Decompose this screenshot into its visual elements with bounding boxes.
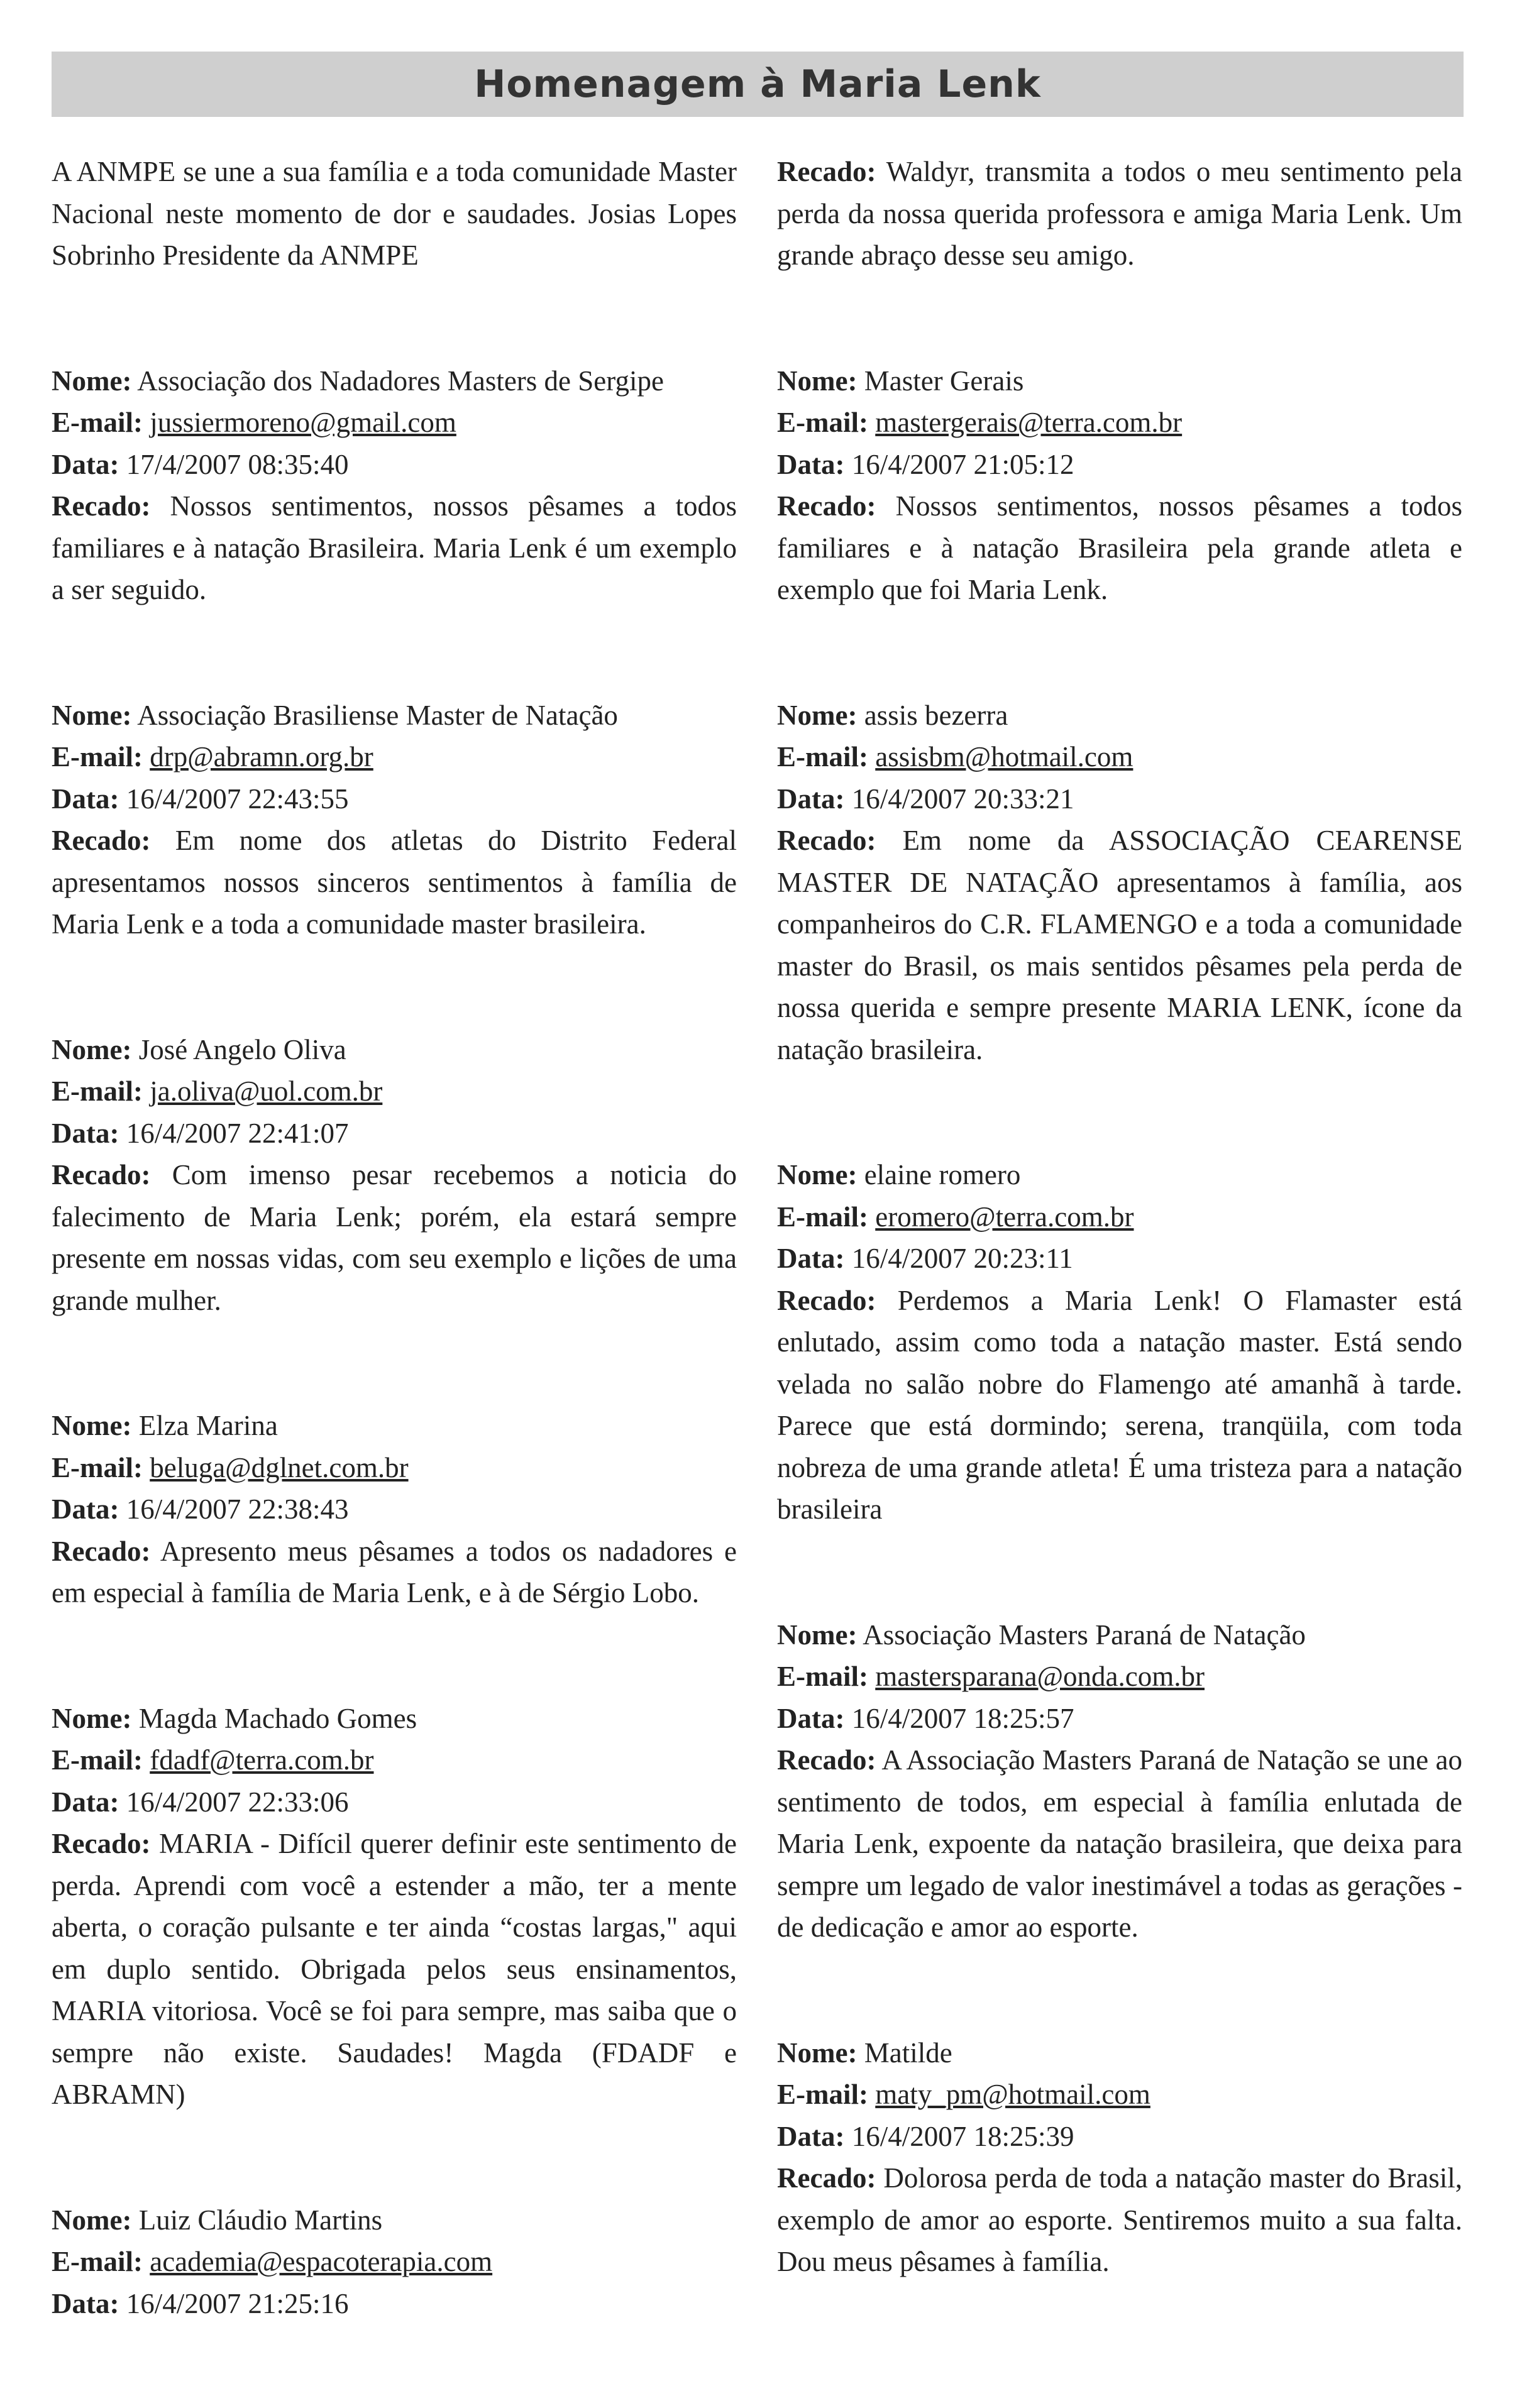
message-date: 16/4/2007 22:43:55 [126,783,349,815]
sender-name: Elza Marina [138,1410,278,1441]
intro-message [52,151,737,277]
email-link[interactable]: beluga@dglnet.com.br [150,1451,409,1483]
message-label: Recado: [777,490,876,522]
email-label: E-mail: [52,2246,143,2277]
sender-name: José Angelo Oliva [138,1033,346,1065]
email-label: E-mail: [777,407,868,438]
message-text: Dolorosa perda de toda a natação master do Brasil, exemplo de amor ao esporte. Sentiremos muito a sua falta. Dou meus pêsames à família. [777,2162,1463,2277]
email-label: E-mail: [52,741,143,772]
email-label: E-mail: [777,1201,868,1233]
date-label: Data: [777,1243,845,1274]
message-text: Waldyr, transmita a todos o meu sentimento pela perda da nossa querida professora e amiga Maria Lenk. Um grande abraço desse seu amigo. [777,156,1462,271]
message-date: 16/4/2007 18:25:57 [851,1702,1074,1734]
name-label: Nome: [777,699,858,731]
message-label: Recado: [52,825,151,856]
message-entry [777,360,1462,611]
date-label: Data: [777,1702,845,1734]
sender-name: Master Gerais [864,365,1024,397]
right-column [777,151,1462,2367]
message-entry [52,1029,737,1322]
sender-name: assis bezerra [864,699,1008,731]
message-label: Recado: [52,1535,151,1567]
email-link[interactable]: drp@abramn.org.br [150,741,373,772]
email-label: E-mail: [52,1744,143,1776]
sender-name: Associação Masters Paraná de Natação [863,1619,1306,1651]
message-entry [777,2032,1462,2283]
message-label: Recado: [777,156,876,187]
sender-name: Magda Machado Gomes [138,1702,417,1734]
message-text: Nossos sentimentos, nossos pêsames a todos familiares e à natação Brasileira. Maria Lenk é um exemplo a ser seguido. [52,490,737,605]
page-title: Homenagem à Maria Lenk [474,62,1041,106]
message-label: Recado: [777,2162,876,2194]
name-label: Nome: [777,2037,858,2069]
email-link[interactable]: fdadf@terra.com.br [150,1744,374,1776]
message-text: Apresento meus pêsames a todos os nadadores e em especial à família de Maria Lenk, e à de Sérgio Lobo. [52,1535,737,1608]
message-date: 16/4/2007 20:33:21 [851,783,1074,815]
message-entry [52,2199,737,2325]
email-label: E-mail: [777,2079,868,2110]
header-bar [52,52,1464,117]
email-label: E-mail: [777,1661,868,1692]
left-column [52,151,737,2408]
date-label: Data: [52,1786,119,1818]
message-label: Recado: [52,490,151,522]
message-label: Recado: [777,825,876,856]
sender-name: Luiz Cláudio Martins [138,2204,383,2236]
date-label: Data: [52,448,119,480]
email-label: E-mail: [52,1451,143,1483]
name-label: Nome: [52,1702,132,1734]
sender-name: Associação Brasiliense Master de Natação [137,699,618,731]
name-label: Nome: [777,365,858,397]
sender-name: Associação dos Nadadores Masters de Sergipe [137,365,664,397]
message-label: Recado: [52,1159,151,1190]
message-text: A Associação Masters Paraná de Natação se une ao sentimento de todos, em especial à família enlutada de Maria Lenk, expoente da natação brasileira, que deixa para sempre um legado de valor inestimável a todas as gerações - de dedicação e amor ao esporte. [777,1744,1462,1943]
message-text: Com imenso pesar recebemos a noticia do falecimento de Maria Lenk; porém, ela estará sempre presente em nossas vidas, com seu exemplo e lições de uma grande mulher. [52,1159,737,1316]
name-label: Nome: [52,365,132,397]
date-label: Data: [777,448,845,480]
name-label: Nome: [52,1410,132,1441]
name-label: Nome: [777,1619,858,1651]
sender-name: elaine romero [864,1159,1021,1190]
message-entry [777,1154,1462,1531]
message-entry [52,695,737,945]
email-link[interactable]: eromero@terra.com.br [875,1201,1134,1233]
message-entry [52,360,737,611]
message-date: 16/4/2007 21:05:12 [851,448,1074,480]
email-label: E-mail: [777,741,868,772]
message-entry [777,1614,1462,1949]
email-link[interactable]: ja.oliva@uol.com.br [150,1075,383,1107]
message-date: 16/4/2007 22:38:43 [126,1493,349,1525]
message-entry [52,1405,737,1614]
message-text: Perdemos a Maria Lenk! O Flamaster está enlutado, assim como toda a natação master. Está sendo velada no salão nobre do Flamengo até amanhã à tarde. Parece que está dormindo; serena, tranqüila, com toda nobreza de uma grande atleta! É uma tristeza para a natação brasileira [777,1284,1463,1525]
email-label: E-mail: [52,1075,143,1107]
email-link[interactable]: mastersparana@onda.com.br [875,1661,1205,1692]
message-entry [52,1698,737,2116]
date-label: Data: [52,2287,119,2319]
message-text: MARIA - Difícil querer definir este sentimento de perda. Aprendi com você a estender a mão, ter a mente aberta, o coração pulsante e ter ainda “costas largas," aqui em duplo sentido. Obrigada pelos seus ensinamentos, MARIA vitoriosa. Você se foi para sempre, mas saiba que o sempre não existe. Saudades! Magda (FDADF e ABRAMN) [52,1828,737,2110]
email-link[interactable]: jussiermoreno@gmail.com [150,407,456,438]
name-label: Nome: [52,1033,132,1065]
date-label: Data: [52,1493,119,1525]
message-date: 17/4/2007 08:35:40 [126,448,349,480]
name-label: Nome: [52,2204,132,2236]
email-link[interactable]: academia@espacoterapia.com [150,2246,493,2277]
message-label: Recado: [52,1828,151,1859]
date-label: Data: [52,1117,119,1149]
email-link[interactable]: maty_pm@hotmail.com [875,2079,1150,2110]
message-entry [777,151,1462,277]
message-label: Recado: [777,1284,876,1316]
message-date: 16/4/2007 21:25:16 [126,2287,349,2319]
message-text: Em nome da ASSOCIAÇÃO CEARENSE MASTER DE NATAÇÃO apresentamos à família, aos companheiros do C.R. FLAMENGO e a toda a comunidade master do Brasil, os mais sentidos pêsames pela perda de nossa querida e sempre presente MARIA LENK, ícone da natação brasileira. [777,825,1462,1065]
message-date: 16/4/2007 20:23:11 [851,1243,1073,1274]
date-label: Data: [777,783,845,815]
message-date: 16/4/2007 18:25:39 [851,2120,1074,2152]
message-text: Nossos sentimentos, nossos pêsames a todos familiares e à natação Brasileira pela grande atleta e exemplo que foi Maria Lenk. [777,490,1462,605]
message-date: 16/4/2007 22:41:07 [126,1117,349,1149]
intro-text: A ANMPE se une a sua família e a toda comunidade Master Nacional neste momento de dor e saudades. Josias Lopes Sobrinho Presidente da ANMPE [52,156,737,271]
message-entry [777,695,1462,1071]
email-link[interactable]: mastergerais@terra.com.br [875,407,1183,438]
email-link[interactable]: assisbm@hotmail.com [875,741,1134,772]
message-text: Em nome dos atletas do Distrito Federal apresentamos nossos sinceros sentimentos à família de Maria Lenk e a toda a comunidade master brasileira. [52,825,737,940]
date-label: Data: [52,783,119,815]
message-label: Recado: [777,1744,876,1776]
email-label: E-mail: [52,407,143,438]
date-label: Data: [777,2120,845,2152]
sender-name: Matilde [864,2037,952,2069]
name-label: Nome: [777,1159,858,1190]
name-label: Nome: [52,699,132,731]
message-date: 16/4/2007 22:33:06 [126,1786,349,1818]
